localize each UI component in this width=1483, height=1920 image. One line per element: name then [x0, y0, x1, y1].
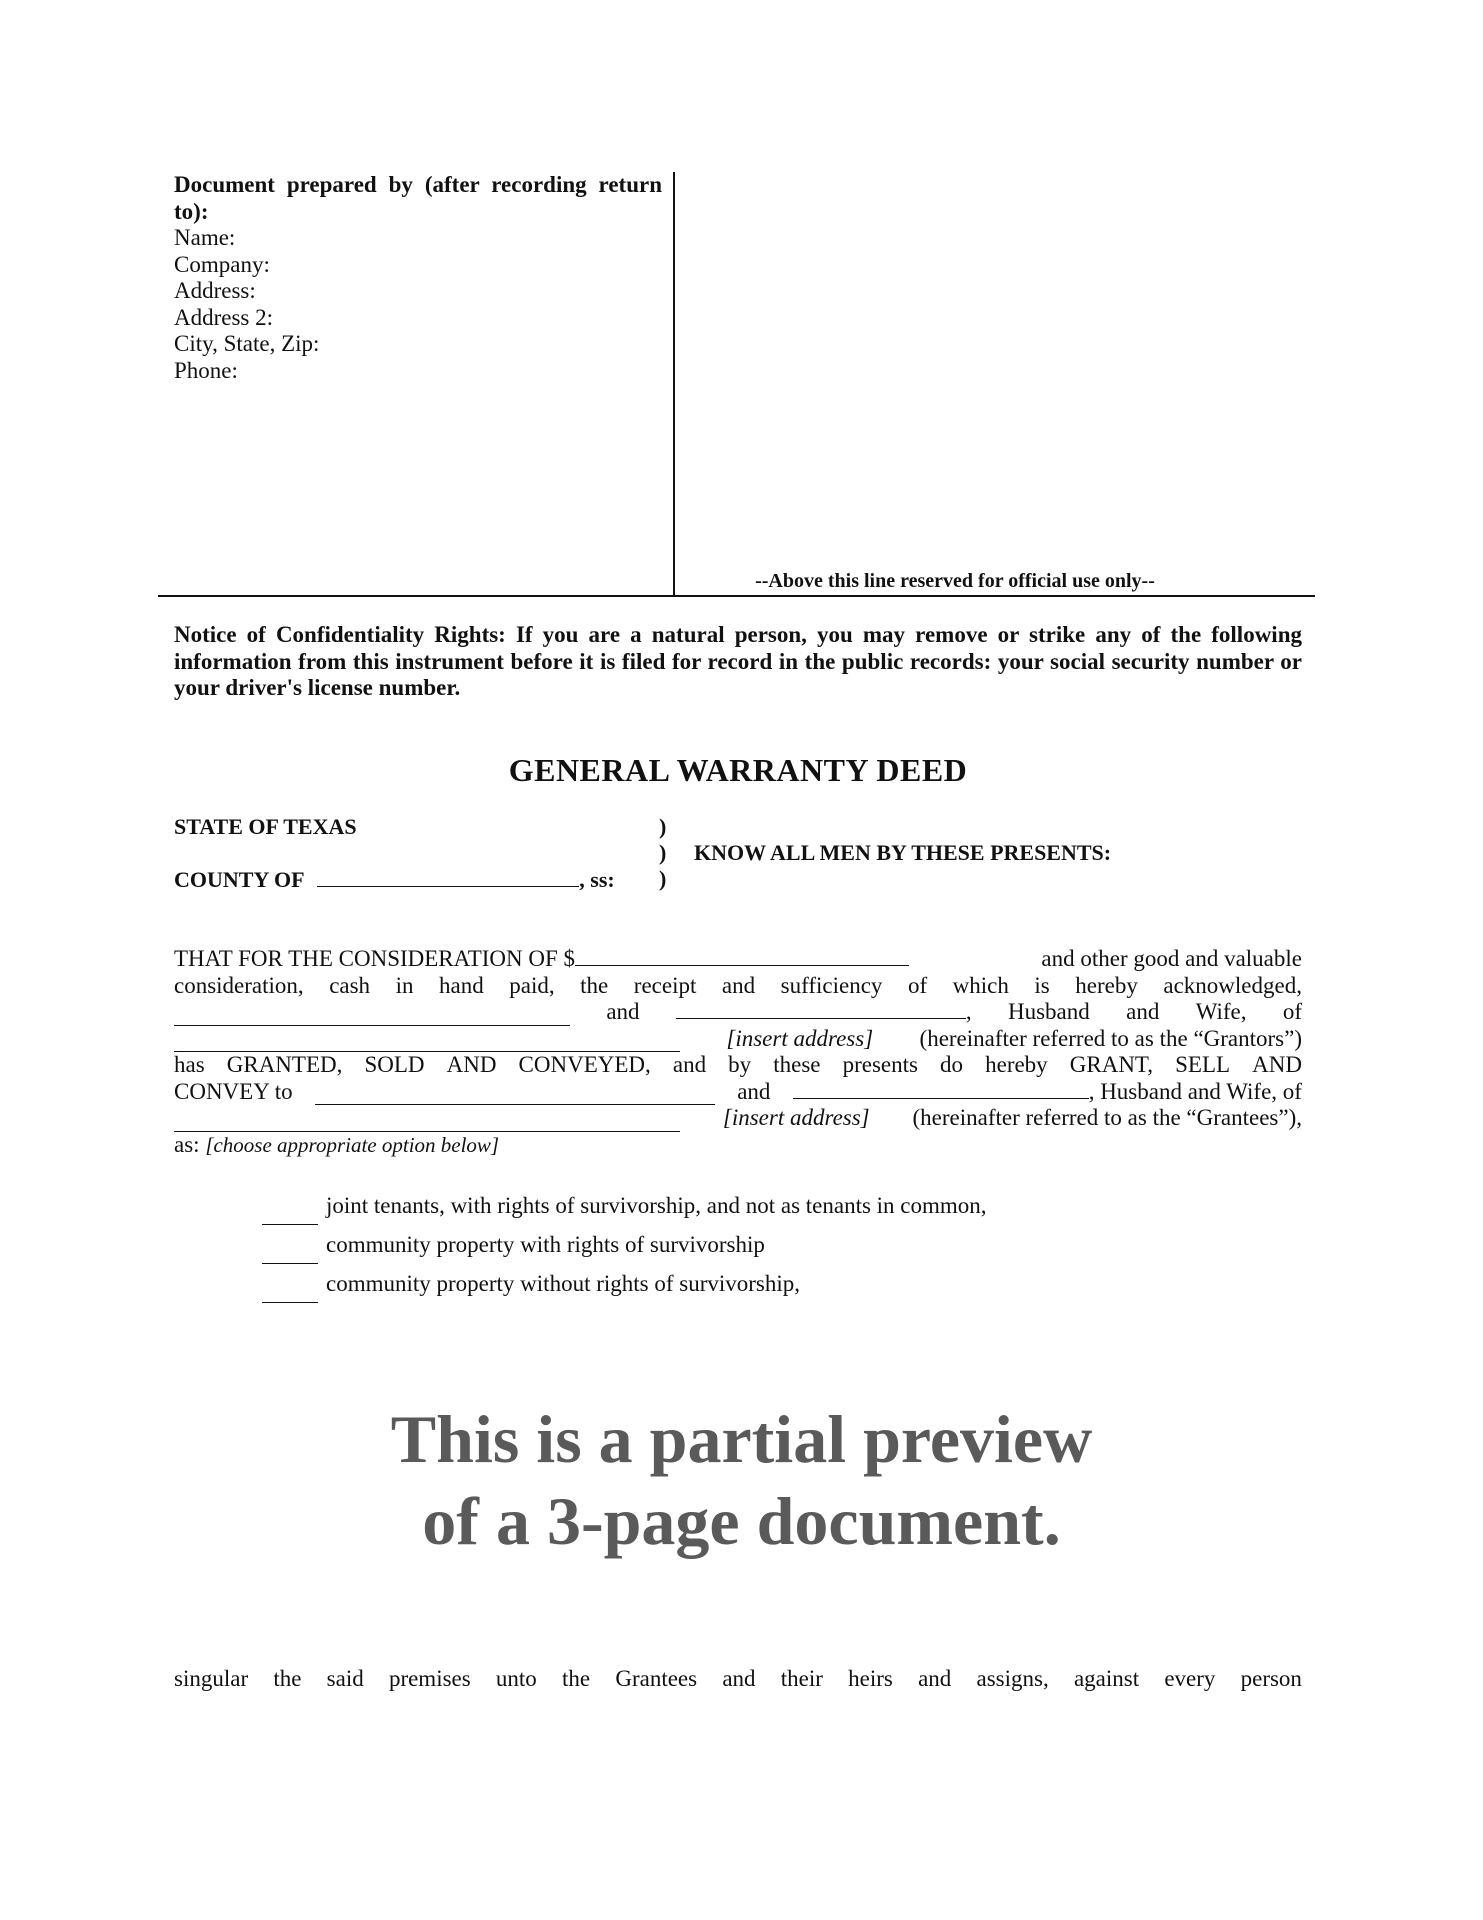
tail-word-12: against [1073, 1666, 1140, 1691]
consideration-amount-blank [575, 945, 909, 966]
row2-word-10: which [952, 972, 1009, 998]
county-blank [317, 866, 579, 887]
confidentiality-notice: Notice of Confidentiality Rights: If you are a natural person, you may remove or strike any of the following information from this instrument before it is filed for record in the public records: your social security number or your driver's license number. [174, 622, 1302, 700]
row2-word-12: hereby [1075, 972, 1138, 998]
row5-word-5: and [672, 1052, 707, 1077]
grantors-reference: (hereinafter referred to as the “Grantors”) [919, 1025, 1302, 1051]
tail-word-14: person [1240, 1666, 1302, 1691]
row2-word-1: cash [329, 972, 371, 998]
header-horizontal-divider [158, 595, 1315, 597]
grantee-husband-wife: , Husband and Wife, of [1088, 1078, 1302, 1104]
tenancy-options [262, 1186, 987, 1303]
row2-word-11: is [1034, 972, 1050, 998]
option-1-label: joint tenants, with rights of survivorship, and not as tenants in common, [326, 1193, 987, 1218]
row2-word-9: of [907, 972, 928, 998]
grantor-and: and [606, 999, 640, 1024]
reserved-official-use-note: --Above this line reserved for official use only-- [755, 570, 1155, 592]
state-label: STATE OF TEXAS [174, 814, 357, 839]
tail-word-13: every [1164, 1666, 1216, 1691]
grantor-address-blank [174, 1031, 680, 1052]
prepared-by-block [174, 172, 662, 384]
option-2-blank [262, 1243, 318, 1264]
row2-word-5: the [580, 972, 609, 998]
tail-word-5: the [562, 1666, 591, 1691]
body-row-5 [174, 1052, 1302, 1079]
row5-word-10: hereby [985, 1052, 1048, 1077]
option-community-with-survivorship [262, 1225, 987, 1264]
know-all-men-label: KNOW ALL MEN BY THESE PRESENTS: [694, 840, 1112, 865]
option-joint-tenants [262, 1186, 987, 1225]
row5-word-13: AND [1252, 1052, 1302, 1077]
tail-word-8: their [780, 1666, 823, 1691]
row5-word-4: CONVEYED, [518, 1052, 651, 1077]
header-vertical-divider [673, 172, 675, 596]
row5-word-11: GRANT, [1069, 1052, 1154, 1077]
row2-word-7: and [721, 972, 756, 998]
option-3-blank [262, 1282, 318, 1303]
deed-body-paragraph [174, 946, 1302, 1158]
grantee-1-blank [315, 1084, 715, 1105]
r3-w1: and [1126, 999, 1160, 1024]
row5-word-8: presents [842, 1052, 918, 1077]
paren-1: ) [659, 814, 667, 839]
tail-word-2: said [326, 1666, 364, 1691]
body-row-2 [174, 973, 1302, 1000]
tail-word-9: heirs [848, 1666, 893, 1691]
county-label: COUNTY OF [174, 867, 304, 892]
body-row-6 [174, 1079, 1302, 1106]
field-address-label: Address: [174, 278, 256, 303]
tail-word-0: singular [174, 1666, 249, 1691]
option-community-without-survivorship [262, 1264, 987, 1303]
option-2-label: community property with rights of survivorship [326, 1232, 765, 1257]
grantor-1-blank [174, 1005, 570, 1026]
option-3-label: community property without rights of survivorship, [326, 1271, 801, 1296]
tail-word-7: and [722, 1666, 756, 1691]
choose-option-note: [choose appropriate option below] [205, 1132, 500, 1157]
county-line [174, 866, 615, 893]
row5-word-1: GRANTED, [226, 1052, 343, 1077]
row5-word-2: SOLD [364, 1052, 425, 1077]
watermark-line-2: of a 3-page document. [422, 1483, 1061, 1559]
row2-word-13: acknowledged, [1163, 972, 1302, 998]
body-row-7 [174, 1105, 1302, 1132]
consideration-label: THAT FOR THE CONSIDERATION OF $ [174, 946, 576, 971]
r3-w2: Wife, [1195, 999, 1247, 1024]
body-row-3: and , Husband and Wife, of [174, 999, 1302, 1026]
ss-label: , ss: [579, 867, 615, 892]
field-phone-label: Phone: [174, 357, 238, 383]
field-city-state-zip-label: City, State, Zip: [174, 331, 320, 356]
row2-word-0: consideration, [174, 972, 304, 998]
grantor-insert-address: [insert address] [726, 1025, 874, 1051]
deed-title: GENERAL WARRANTY DEED [508, 752, 968, 788]
row5-word-0: has [174, 1052, 205, 1077]
field-address2-label: Address 2: [174, 304, 274, 330]
body-row-8 [174, 1132, 1302, 1159]
row5-word-7: these [773, 1052, 821, 1077]
row2-word-2: in [395, 972, 414, 998]
paren-3: ) [659, 866, 667, 891]
paren-2: ) [659, 840, 667, 865]
prepared-by-heading: Document prepared by (after recording return to): [174, 172, 662, 224]
preview-watermark [0, 1398, 1483, 1562]
row2-word-8: sufficiency [780, 972, 883, 998]
row5-word-6: by [728, 1052, 752, 1077]
row2-word-4: paid, [509, 972, 555, 998]
row2-word-6: receipt [633, 972, 697, 998]
row5-word-12: SELL [1175, 1052, 1231, 1077]
grantee-and: and [737, 1078, 771, 1104]
tail-word-10: and [918, 1666, 952, 1691]
row2-word-3: hand [439, 972, 484, 998]
consideration-tail: and other good and valuable [1041, 946, 1302, 971]
r3-w0: Husband [1008, 999, 1090, 1024]
tail-word-4: unto [495, 1666, 537, 1691]
grantee-insert-address: [insert address] [722, 1105, 870, 1130]
field-company-label: Company: [174, 251, 270, 277]
field-name-label: Name: [174, 225, 236, 250]
grantee-2-blank [793, 1078, 1089, 1099]
body-row-1 [174, 946, 1302, 973]
row5-word-3: AND [446, 1052, 497, 1077]
as-label: as: [174, 1131, 200, 1157]
body-row-4 [174, 1026, 1302, 1053]
grantor-2-blank [676, 998, 966, 1019]
tail-word-3: premises [388, 1666, 471, 1691]
tail-word-6: Grantees [615, 1666, 698, 1691]
watermark-line-1: This is a partial preview [390, 1401, 1093, 1477]
grantees-reference: (hereinafter referred to as the “Grantees”), [912, 1105, 1302, 1130]
tail-word-1: the [273, 1666, 302, 1691]
option-1-blank [262, 1204, 318, 1225]
row5-word-9: do [940, 1052, 964, 1077]
tail-text-line [174, 1666, 1302, 1692]
r3-w3: of [1282, 999, 1302, 1024]
convey-to-label: CONVEY to [174, 1078, 293, 1104]
grantee-address-blank [174, 1111, 680, 1132]
tail-word-11: assigns, [976, 1666, 1049, 1691]
